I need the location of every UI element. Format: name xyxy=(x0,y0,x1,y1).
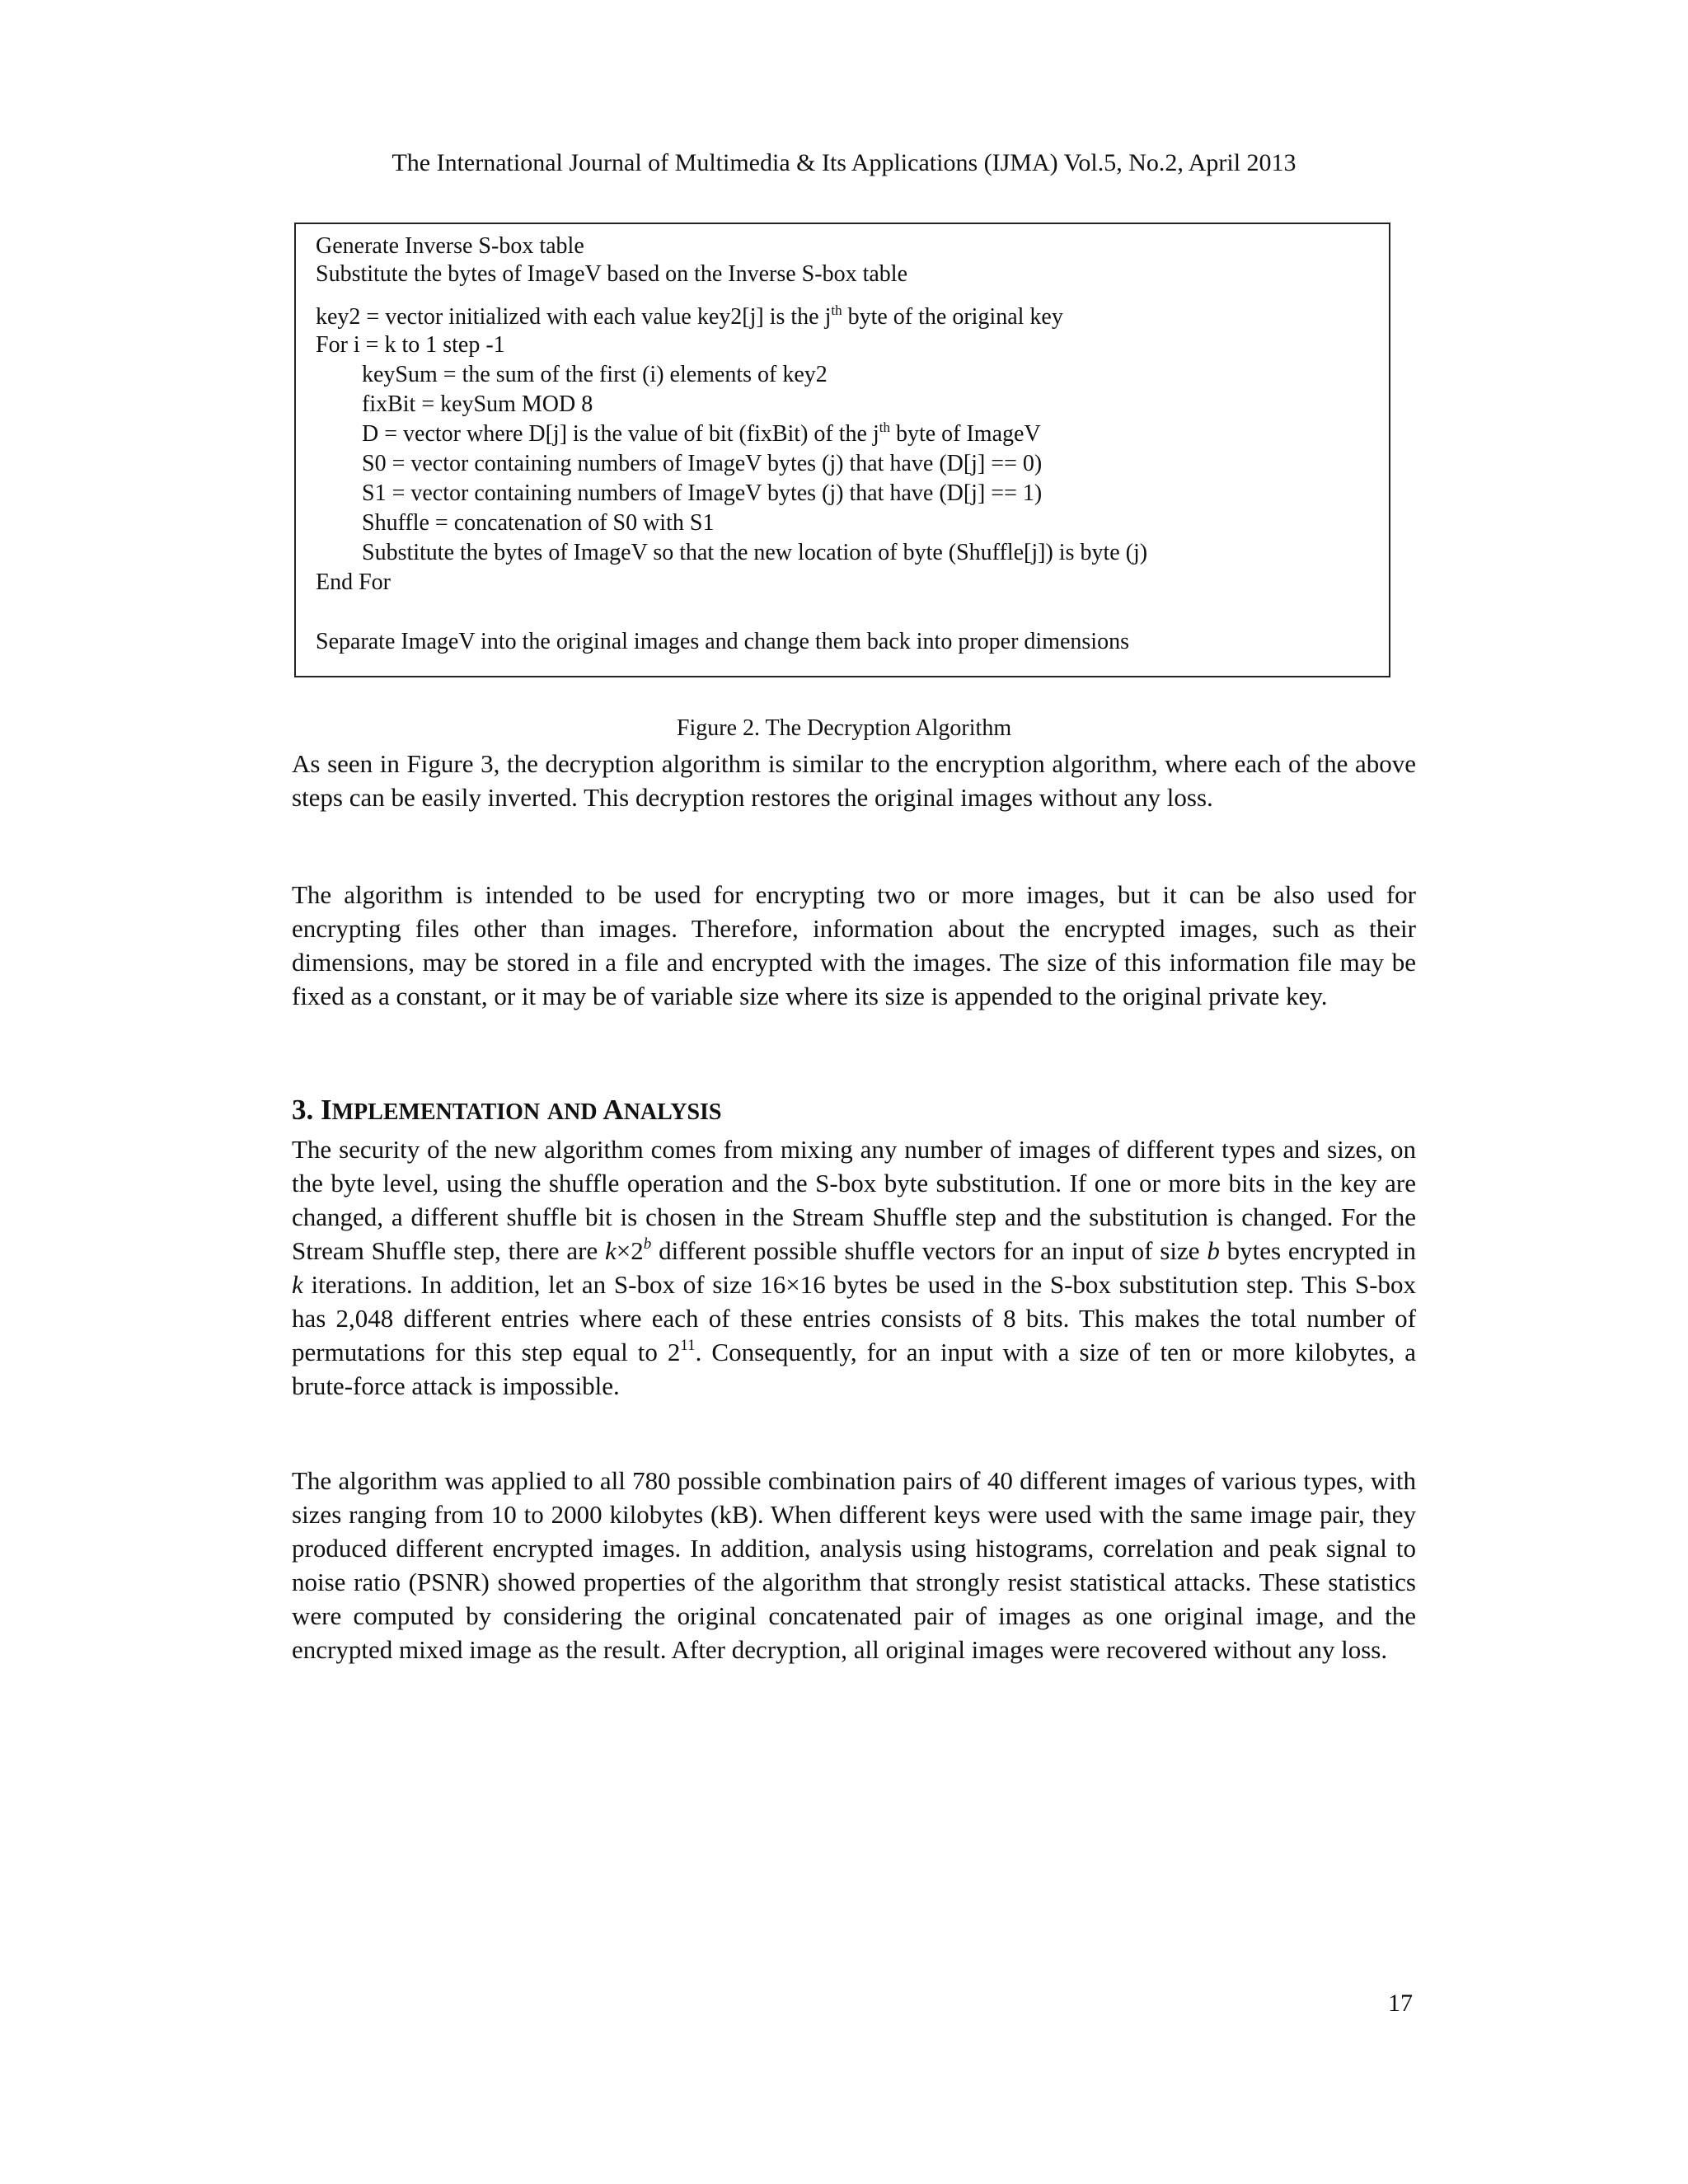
paragraph-2: The algorithm is intended to be used for encrypting two or more images, but it can be also used for encrypting files other than images. Therefore, information about the encrypted images, such as their dimensions, may be stored in a file and encrypted with the images. The size of this information file may be fixed as a constant, or it may be of variable size where its size is appended to the original private key. xyxy=(292,880,1416,1010)
algo-line-5: keySum = the sum of the first (i) elements of key2 xyxy=(362,362,828,387)
algo-line-3-text-a: key2 = vector initialized with each value key2[j] is the j xyxy=(316,304,832,330)
decryption-algorithm-box xyxy=(294,223,1390,677)
algo-line-7-text-a: D = vector where D[j] is the value of bit (fixBit) of the j xyxy=(362,421,879,447)
page-number: 17 xyxy=(1388,1990,1413,2017)
section-number: 3. xyxy=(292,1094,314,1126)
var-k-2: k xyxy=(292,1270,303,1299)
para3-part-4: iterations. In addition, let an S-box of size 16×16 bytes be used in the S-box substitution step. This S-box has 2,048 different entries where each of these entries consists of 8 bits. This makes the total number of permutations for this step equal to 2 xyxy=(292,1270,1416,1366)
para3-part-2: different possible shuffle vectors for an input of size xyxy=(651,1236,1207,1265)
algo-line-2: Substitute the bytes of ImageV based on the Inverse S-box table xyxy=(316,261,907,287)
exponent-11: 11 xyxy=(680,1337,696,1354)
algo-line-12: End For xyxy=(316,569,391,595)
algo-line-8: S0 = vector containing numbers of ImageV bytes (j) that have (D[j] == 0) xyxy=(362,451,1043,476)
algo-line-3 xyxy=(316,303,1063,331)
para3-part-1: The security of the new algorithm comes from mixing any number of images of different types and sizes, on the byte level, using the shuffle operation and the S-box byte substitution. If one or more bits in the key are changed, a different shuffle bit is chosen in the Stream Shuffle step and the substitution is changed. For the Stream Shuffle step, there are xyxy=(292,1135,1416,1265)
heading-word-1-rest: MPLEMENTATION xyxy=(331,1099,541,1125)
var-k: k xyxy=(605,1236,617,1265)
algo-line-7-superscript: th xyxy=(879,419,890,435)
algo-line-11: Substitute the bytes of ImageV so that the new location of byte (Shuffle[j]) is byte (j) xyxy=(362,540,1148,565)
algo-line-3-superscript: th xyxy=(831,302,842,318)
algo-line-6: fixBit = keySum MOD 8 xyxy=(362,391,593,417)
times-two: ×2 xyxy=(616,1236,644,1265)
algo-line-7-text-b: byte of ImageV xyxy=(889,421,1041,447)
para3-part-3: bytes encrypted in xyxy=(1219,1236,1416,1265)
var-b: b xyxy=(1207,1236,1220,1265)
algo-line-9: S1 = vector containing numbers of ImageV bytes (j) that have (D[j] == 1) xyxy=(362,480,1043,506)
algo-line-4: For i = k to 1 step -1 xyxy=(316,332,505,358)
algo-line-13: Separate ImageV into the original images and change them back into proper dimensions xyxy=(316,629,1129,654)
heading-word-2: AND xyxy=(546,1099,598,1125)
heading-word-3-rest: NALYSIS xyxy=(623,1099,722,1125)
paragraph-1: As seen in Figure 3, the decryption algorithm is similar to the encryption algorithm, where each of the above steps can be easily inverted. This decryption restores the original images without any loss. xyxy=(292,749,1416,812)
exponent-b: b xyxy=(643,1235,652,1253)
algo-line-7 xyxy=(362,420,1041,448)
heading-word-3-initial: A xyxy=(603,1094,624,1126)
running-header: The International Journal of Multimedia & Its Applications (IJMA) Vol.5, No.2, April 2013 xyxy=(392,149,1296,176)
heading-word-1-initial: I xyxy=(321,1094,332,1126)
algo-line-10: Shuffle = concatenation of S0 with S1 xyxy=(362,510,715,536)
paragraph-4: The algorithm was applied to all 780 possible combination pairs of 40 different images of various types, with sizes ranging from 10 to 2000 kilobytes (kB). When different keys were used with the same image pair, they produced different encrypted images. In addition, analysis using histograms, correlation and peak signal to noise ratio (PSNR) showed properties of the algorithm that strongly resist statistical attacks. These statistics were computed by considering the original concatenated pair of images as one original image, and the encrypted mixed image as the result. After decryption, all original images were recovered without any loss. xyxy=(292,1466,1416,1664)
algo-line-1: Generate Inverse S-box table xyxy=(316,233,584,259)
para3-part-5: . Consequently, for an input with a size of ten or more kilobytes, a brute-force attack is impossible. xyxy=(292,1338,1416,1400)
paragraph-3 xyxy=(292,1132,1416,1403)
figure-caption: Figure 2. The Decryption Algorithm xyxy=(676,715,1012,741)
section-heading xyxy=(292,1092,722,1131)
algo-line-3-text-b: byte of the original key xyxy=(842,304,1063,330)
